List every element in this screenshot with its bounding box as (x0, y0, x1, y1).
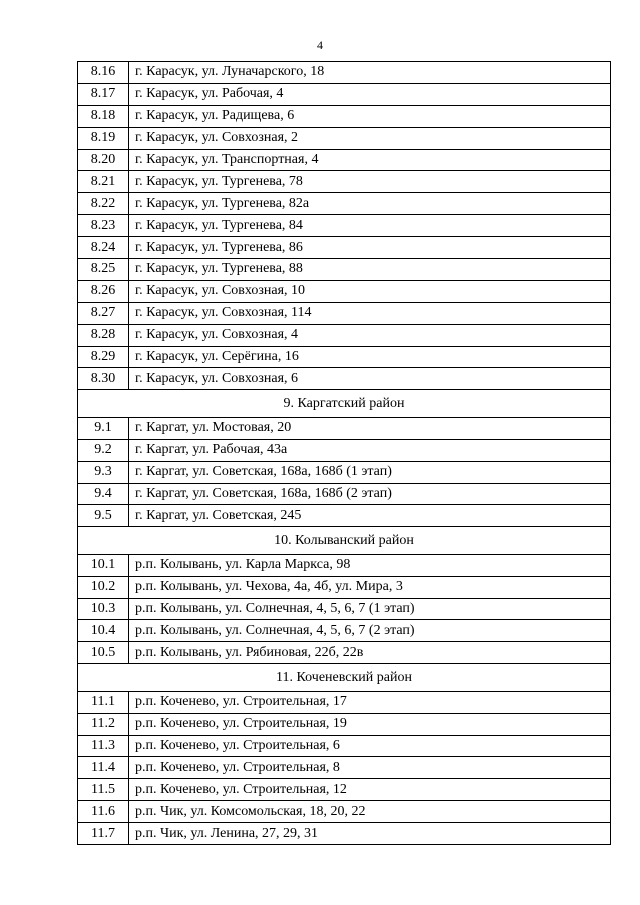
row-number: 8.22 (78, 193, 129, 215)
row-address: г. Карасук, ул. Совхозная, 4 (129, 324, 611, 346)
row-number: 11.7 (78, 823, 129, 845)
row-number: 8.30 (78, 368, 129, 390)
row-number: 8.21 (78, 171, 129, 193)
table-row (78, 149, 611, 171)
table-row (78, 642, 611, 664)
table-row (78, 171, 611, 193)
row-number: 10.4 (78, 620, 129, 642)
table-row (78, 302, 611, 324)
table-row (78, 368, 611, 390)
row-address: р.п. Коченево, ул. Строительная, 12 (129, 779, 611, 801)
table-row (78, 713, 611, 735)
row-address: г. Карасук, ул. Совхозная, 2 (129, 127, 611, 149)
table-row (78, 735, 611, 757)
table-row (78, 280, 611, 302)
table-row (78, 483, 611, 505)
table-row (78, 505, 611, 527)
table-row (78, 259, 611, 281)
row-number: 9.5 (78, 505, 129, 527)
page-number: 4 (317, 38, 323, 52)
row-address: р.п. Колывань, ул. Солнечная, 4, 5, 6, 7 (1 этап) (129, 598, 611, 620)
table-row (78, 757, 611, 779)
row-number: 8.16 (78, 62, 129, 84)
table-row (78, 193, 611, 215)
row-number: 8.25 (78, 259, 129, 281)
table-row (78, 439, 611, 461)
table-row (78, 83, 611, 105)
row-address: р.п. Коченево, ул. Строительная, 17 (129, 691, 611, 713)
row-address: р.п. Чик, ул. Комсомольская, 18, 20, 22 (129, 801, 611, 823)
row-address: г. Карасук, ул. Тургенева, 86 (129, 237, 611, 259)
row-address: г. Карасук, ул. Радищева, 6 (129, 105, 611, 127)
section-title: 10. Колыванский район (78, 527, 611, 555)
section-title: 9. Каргатский район (78, 390, 611, 418)
row-number: 8.18 (78, 105, 129, 127)
row-address: г. Карасук, ул. Луначарского, 18 (129, 62, 611, 84)
table-row (78, 554, 611, 576)
row-address: г. Каргат, ул. Мостовая, 20 (129, 417, 611, 439)
row-number: 11.5 (78, 779, 129, 801)
table-row (78, 417, 611, 439)
table-row (78, 779, 611, 801)
table-row (78, 105, 611, 127)
row-address: г. Карасук, ул. Тургенева, 82а (129, 193, 611, 215)
address-table (77, 61, 611, 845)
row-address: г. Карасук, ул. Серёгина, 16 (129, 346, 611, 368)
table-row (78, 576, 611, 598)
table-row (78, 127, 611, 149)
row-address: г. Каргат, ул. Советская, 245 (129, 505, 611, 527)
row-address: р.п. Колывань, ул. Чехова, 4а, 4б, ул. Мира, 3 (129, 576, 611, 598)
row-address: г. Каргат, ул. Советская, 168а, 168б (1 этап) (129, 461, 611, 483)
row-address: г. Карасук, ул. Совхозная, 10 (129, 280, 611, 302)
row-address: г. Карасук, ул. Совхозная, 6 (129, 368, 611, 390)
row-address: г. Карасук, ул. Совхозная, 114 (129, 302, 611, 324)
table-row (78, 823, 611, 845)
row-number: 8.17 (78, 83, 129, 105)
row-address: р.п. Колывань, ул. Солнечная, 4, 5, 6, 7 (2 этап) (129, 620, 611, 642)
address-table-body (78, 62, 611, 845)
row-address: г. Карасук, ул. Тургенева, 78 (129, 171, 611, 193)
row-number: 11.6 (78, 801, 129, 823)
table-row (78, 237, 611, 259)
row-address: р.п. Коченево, ул. Строительная, 8 (129, 757, 611, 779)
table-row (78, 801, 611, 823)
row-number: 8.23 (78, 215, 129, 237)
row-number: 11.4 (78, 757, 129, 779)
row-number: 10.1 (78, 554, 129, 576)
row-address: г. Карасук, ул. Тургенева, 84 (129, 215, 611, 237)
row-number: 10.5 (78, 642, 129, 664)
table-row (78, 620, 611, 642)
section-title: 11. Коченевский район (78, 664, 611, 692)
row-address: р.п. Коченево, ул. Строительная, 6 (129, 735, 611, 757)
row-number: 9.4 (78, 483, 129, 505)
row-address: г. Каргат, ул. Советская, 168а, 168б (2 этап) (129, 483, 611, 505)
row-address: г. Карасук, ул. Транспортная, 4 (129, 149, 611, 171)
row-number: 8.27 (78, 302, 129, 324)
row-number: 8.24 (78, 237, 129, 259)
row-address: р.п. Колывань, ул. Рябиновая, 22б, 22в (129, 642, 611, 664)
row-address: р.п. Колывань, ул. Карла Маркса, 98 (129, 554, 611, 576)
table-row (78, 461, 611, 483)
table-row (78, 691, 611, 713)
section-header-row (78, 527, 611, 555)
row-address: р.п. Чик, ул. Ленина, 27, 29, 31 (129, 823, 611, 845)
row-number: 8.20 (78, 149, 129, 171)
row-number: 10.3 (78, 598, 129, 620)
row-number: 8.29 (78, 346, 129, 368)
row-number: 8.19 (78, 127, 129, 149)
row-number: 9.2 (78, 439, 129, 461)
row-number: 8.26 (78, 280, 129, 302)
row-address: г. Каргат, ул. Рабочая, 43а (129, 439, 611, 461)
row-number: 9.1 (78, 417, 129, 439)
table-row (78, 324, 611, 346)
row-number: 8.28 (78, 324, 129, 346)
row-number: 9.3 (78, 461, 129, 483)
row-number: 11.1 (78, 691, 129, 713)
table-row (78, 215, 611, 237)
row-number: 11.3 (78, 735, 129, 757)
row-address: г. Карасук, ул. Рабочая, 4 (129, 83, 611, 105)
row-number: 11.2 (78, 713, 129, 735)
row-number: 10.2 (78, 576, 129, 598)
table-row (78, 62, 611, 84)
row-address: р.п. Коченево, ул. Строительная, 19 (129, 713, 611, 735)
table-row (78, 598, 611, 620)
section-header-row (78, 390, 611, 418)
row-address: г. Карасук, ул. Тургенева, 88 (129, 259, 611, 281)
section-header-row (78, 664, 611, 692)
table-row (78, 346, 611, 368)
